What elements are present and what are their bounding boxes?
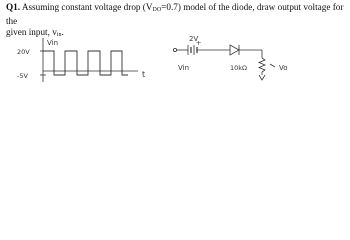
ground-arrow	[259, 75, 265, 80]
vo-marker	[270, 64, 275, 67]
question-line2-end: .	[61, 27, 64, 37]
output-label: Vo	[279, 64, 288, 72]
source-label: Vin	[178, 64, 190, 72]
battery-plus-sign: +	[196, 39, 202, 47]
graph-x-label: t	[142, 70, 146, 79]
resistor-symbol	[259, 58, 265, 72]
graph-y-label: Vin	[47, 39, 59, 47]
graph-level-low: -5V	[17, 72, 28, 80]
circuit-diagram	[173, 45, 275, 80]
question-text-part1: Assuming constant voltage drop (V	[21, 2, 153, 12]
vdo-subscript: DO	[152, 7, 162, 13]
battery-voltage-label: 2V	[189, 35, 199, 43]
resistor-label: 10kΩ	[230, 64, 248, 72]
diode-symbol	[230, 45, 239, 55]
input-terminal	[173, 48, 176, 51]
vin-subscript: in	[56, 32, 62, 38]
question-number: Q1.	[6, 2, 21, 12]
question-text-part2: =0.7) model of the diode, draw output voltage for the	[6, 2, 344, 26]
question-line2: given input, v	[6, 27, 57, 37]
graph-level-high: 20V	[17, 48, 30, 56]
figure-canvas	[0, 0, 350, 90]
